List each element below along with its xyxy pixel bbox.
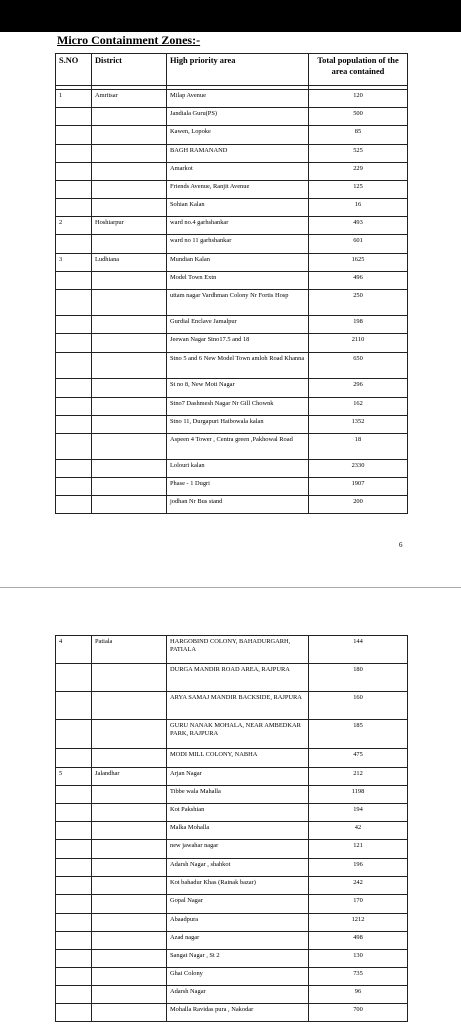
cell-population: 180 xyxy=(309,664,408,692)
table-row xyxy=(56,859,408,877)
cell-area: Stno 5 and 6 New Model Town amloh Road Khanna xyxy=(167,353,309,379)
cell-sno xyxy=(56,334,92,353)
cell-area: ARYA SAMAJ MANDIR BACKSIDE, RAJPURA xyxy=(167,692,309,720)
cell-population: 735 xyxy=(309,968,408,986)
cell-district: Ludhiana xyxy=(92,254,167,272)
cell-population: 1907 xyxy=(309,478,408,496)
cell-sno: 3 xyxy=(56,254,92,272)
cell-area: Aspeen 4 Tower , Centra green ,Pakhowal Road xyxy=(167,434,309,460)
cell-district: Amritsar xyxy=(92,90,167,108)
table-row xyxy=(56,235,408,254)
cell-district xyxy=(92,379,167,398)
cell-district xyxy=(92,692,167,720)
cell-area: Kot bahadur Khas (Rainak bazar) xyxy=(167,877,309,895)
cell-district xyxy=(92,749,167,768)
page-title: Micro Containment Zones:- xyxy=(57,33,201,47)
cell-district xyxy=(92,272,167,290)
header-area: High priority area xyxy=(167,54,309,86)
cell-population: 130 xyxy=(309,950,408,968)
cell-sno xyxy=(56,877,92,895)
cell-sno xyxy=(56,720,92,749)
cell-population: 250 xyxy=(309,290,408,316)
cell-population: 496 xyxy=(309,272,408,290)
cell-area: Adarsh Nagar xyxy=(167,986,309,1004)
cell-area: St no 8, New Moti Nagar xyxy=(167,379,309,398)
cell-population: 212 xyxy=(309,768,408,786)
cell-population: 85 xyxy=(309,126,408,145)
table-row xyxy=(56,199,408,217)
cell-district xyxy=(92,434,167,460)
table-row xyxy=(56,664,408,692)
table-row xyxy=(56,804,408,822)
table-row xyxy=(56,496,408,514)
cell-area: Jandiala Guru(PS) xyxy=(167,108,309,126)
cell-district xyxy=(92,163,167,181)
cell-sno xyxy=(56,460,92,478)
containment-table-1 xyxy=(55,53,408,514)
cell-sno xyxy=(56,950,92,968)
cell-area: Gurdial Enclave Jamalpur xyxy=(167,316,309,334)
cell-sno: 4 xyxy=(56,636,92,664)
cell-population: 42 xyxy=(309,822,408,840)
table-row xyxy=(56,460,408,478)
page-number: 6 xyxy=(399,541,403,549)
cell-district xyxy=(92,108,167,126)
cell-population: 185 xyxy=(309,720,408,749)
cell-sno xyxy=(56,398,92,416)
cell-district xyxy=(92,859,167,877)
cell-area: Model Town Extn xyxy=(167,272,309,290)
cell-district xyxy=(92,664,167,692)
cell-sno xyxy=(56,199,92,217)
cell-area: Malka Mohalla xyxy=(167,822,309,840)
cell-area: uttam nagar Vardhman Colony Nr Fortis Hosp xyxy=(167,290,309,316)
cell-sno xyxy=(56,786,92,804)
cell-district xyxy=(92,720,167,749)
cell-area: Friends Avenue, Ranjit Avenue xyxy=(167,181,309,199)
header-population: Total population of the area contained xyxy=(309,54,408,86)
cell-sno xyxy=(56,316,92,334)
cell-district xyxy=(92,804,167,822)
cell-district xyxy=(92,968,167,986)
cell-area: BAGH RAMANAND xyxy=(167,145,309,163)
cell-district xyxy=(92,950,167,968)
cell-population: 18 xyxy=(309,434,408,460)
cell-sno xyxy=(56,986,92,1004)
cell-area: Arjan Nagar xyxy=(167,768,309,786)
cell-population: 96 xyxy=(309,986,408,1004)
table-row xyxy=(56,478,408,496)
cell-population: 650 xyxy=(309,353,408,379)
table-row xyxy=(56,1004,408,1022)
cell-area: Gopal Nagar xyxy=(167,895,309,914)
cell-population: 160 xyxy=(309,692,408,720)
cell-district xyxy=(92,460,167,478)
cell-population: 1352 xyxy=(309,416,408,434)
table-row xyxy=(56,895,408,914)
table-row xyxy=(56,108,408,126)
cell-population: 200 xyxy=(309,496,408,514)
cell-sno xyxy=(56,145,92,163)
cell-area: Mohalla Ravidas pura , Nakodar xyxy=(167,1004,309,1022)
cell-area: Tibbe wala Mahalla xyxy=(167,786,309,804)
cell-area: Milap Avenue xyxy=(167,90,309,108)
cell-population: 125 xyxy=(309,181,408,199)
cell-sno xyxy=(56,272,92,290)
cell-district xyxy=(92,290,167,316)
table-row xyxy=(56,145,408,163)
cell-sno xyxy=(56,968,92,986)
cell-population: 498 xyxy=(309,932,408,950)
cell-sno xyxy=(56,664,92,692)
cell-area: ward no 11 garhshankar xyxy=(167,235,309,254)
cell-district xyxy=(92,1004,167,1022)
cell-district xyxy=(92,840,167,859)
cell-area: Sohian Kalan xyxy=(167,199,309,217)
cell-population: 525 xyxy=(309,145,408,163)
cell-population: 296 xyxy=(309,379,408,398)
cell-sno xyxy=(56,840,92,859)
cell-population: 601 xyxy=(309,235,408,254)
cell-district xyxy=(92,496,167,514)
table-row xyxy=(56,398,408,416)
table-row xyxy=(56,749,408,768)
cell-district xyxy=(92,235,167,254)
table-row xyxy=(56,968,408,986)
cell-population: 196 xyxy=(309,859,408,877)
table-row xyxy=(56,950,408,968)
cell-sno: 2 xyxy=(56,217,92,235)
cell-sno xyxy=(56,416,92,434)
table-row xyxy=(56,272,408,290)
cell-population: 194 xyxy=(309,804,408,822)
table-row xyxy=(56,254,408,272)
table-row xyxy=(56,636,408,664)
cell-area: Stno7 Dashmesh Nagar Nr Gill Chownk xyxy=(167,398,309,416)
cell-population: 700 xyxy=(309,1004,408,1022)
cell-population: 2110 xyxy=(309,334,408,353)
cell-population: 16 xyxy=(309,199,408,217)
cell-population: 170 xyxy=(309,895,408,914)
table-row xyxy=(56,163,408,181)
cell-population: 1625 xyxy=(309,254,408,272)
cell-sno xyxy=(56,434,92,460)
cell-area: Lolouri kalan xyxy=(167,460,309,478)
cell-sno xyxy=(56,379,92,398)
cell-area: new jawahar nagar xyxy=(167,840,309,859)
page-separator xyxy=(0,587,461,588)
cell-area: Mundian Kalan xyxy=(167,254,309,272)
cell-area: ward no.4 garhshankar xyxy=(167,217,309,235)
header-sno: S.NO xyxy=(56,54,92,86)
cell-population: 198 xyxy=(309,316,408,334)
cell-area: Jeewan Nagar Stno17.5 and 18 xyxy=(167,334,309,353)
table-row xyxy=(56,353,408,379)
cell-sno xyxy=(56,235,92,254)
table-row xyxy=(56,914,408,932)
cell-district xyxy=(92,478,167,496)
table-2-body xyxy=(56,636,408,1022)
table-row xyxy=(56,181,408,199)
cell-sno xyxy=(56,126,92,145)
top-black-bar xyxy=(0,0,461,32)
cell-district xyxy=(92,145,167,163)
table-row xyxy=(56,126,408,145)
cell-area: Kawen, Lopoke xyxy=(167,126,309,145)
table-row xyxy=(56,822,408,840)
table-row xyxy=(56,840,408,859)
cell-area: Adarsh Nagar , shahkot xyxy=(167,859,309,877)
cell-district: Jalandhar xyxy=(92,768,167,786)
cell-district xyxy=(92,895,167,914)
cell-sno xyxy=(56,749,92,768)
cell-population: 1212 xyxy=(309,914,408,932)
cell-area: Stno 11, Durgapuri Haibowala kalan xyxy=(167,416,309,434)
cell-population: 121 xyxy=(309,840,408,859)
cell-district xyxy=(92,822,167,840)
table-row xyxy=(56,877,408,895)
cell-district xyxy=(92,353,167,379)
cell-sno xyxy=(56,804,92,822)
table-row xyxy=(56,416,408,434)
table-row xyxy=(56,90,408,108)
cell-area: GURU NANAK MOHALA, NEAR AMBEDKAR PARK, RAJPURA xyxy=(167,720,309,749)
table-row xyxy=(56,379,408,398)
cell-population: 242 xyxy=(309,877,408,895)
containment-table-2 xyxy=(55,635,408,1022)
cell-sno: 1 xyxy=(56,90,92,108)
cell-population: 2330 xyxy=(309,460,408,478)
cell-district xyxy=(92,316,167,334)
cell-district: Patiala xyxy=(92,636,167,664)
cell-sno xyxy=(56,163,92,181)
cell-sno xyxy=(56,353,92,379)
cell-sno xyxy=(56,859,92,877)
cell-district xyxy=(92,199,167,217)
cell-sno xyxy=(56,290,92,316)
cell-district xyxy=(92,398,167,416)
cell-district xyxy=(92,181,167,199)
cell-sno xyxy=(56,692,92,720)
cell-sno xyxy=(56,822,92,840)
cell-district xyxy=(92,877,167,895)
cell-sno xyxy=(56,181,92,199)
cell-district xyxy=(92,334,167,353)
cell-sno xyxy=(56,496,92,514)
table-row xyxy=(56,932,408,950)
cell-area: Azad nagar xyxy=(167,932,309,950)
cell-population: 1198 xyxy=(309,786,408,804)
table-row xyxy=(56,334,408,353)
table-row xyxy=(56,692,408,720)
header-district: District xyxy=(92,54,167,86)
cell-sno xyxy=(56,108,92,126)
cell-district xyxy=(92,914,167,932)
cell-sno: 5 xyxy=(56,768,92,786)
cell-area: DURGA MANDIR ROAD AREA, RAJPURA xyxy=(167,664,309,692)
cell-sno xyxy=(56,1004,92,1022)
table-row xyxy=(56,986,408,1004)
cell-district xyxy=(92,986,167,1004)
cell-population: 475 xyxy=(309,749,408,768)
cell-sno xyxy=(56,932,92,950)
table-row xyxy=(56,786,408,804)
cell-area: Amarkot xyxy=(167,163,309,181)
table-header-row xyxy=(56,54,408,86)
cell-population: 500 xyxy=(309,108,408,126)
cell-district xyxy=(92,126,167,145)
cell-sno xyxy=(56,895,92,914)
cell-sno xyxy=(56,914,92,932)
cell-population: 162 xyxy=(309,398,408,416)
cell-district xyxy=(92,786,167,804)
table-row xyxy=(56,768,408,786)
cell-area: Sangat Nagar , St 2 xyxy=(167,950,309,968)
cell-area: Kot Pakshian xyxy=(167,804,309,822)
table-row xyxy=(56,316,408,334)
cell-area: jodhan Nr Bus stand xyxy=(167,496,309,514)
cell-area: HARGOBIND COLONY, BAHADURGARH, PATIALA xyxy=(167,636,309,664)
cell-area: Ghai Colony xyxy=(167,968,309,986)
cell-population: 120 xyxy=(309,90,408,108)
cell-district: Hoshiarpur xyxy=(92,217,167,235)
table-row xyxy=(56,217,408,235)
cell-area: MODI MILL COLONY, NABHA xyxy=(167,749,309,768)
cell-area: Phase - 1 Dugri xyxy=(167,478,309,496)
cell-sno xyxy=(56,478,92,496)
cell-population: 229 xyxy=(309,163,408,181)
cell-district xyxy=(92,932,167,950)
cell-district xyxy=(92,416,167,434)
cell-area: Abaadpura xyxy=(167,914,309,932)
table-row xyxy=(56,720,408,749)
cell-population: 144 xyxy=(309,636,408,664)
table-1-body xyxy=(56,90,408,514)
table-row xyxy=(56,434,408,460)
cell-population: 493 xyxy=(309,217,408,235)
table-row xyxy=(56,290,408,316)
